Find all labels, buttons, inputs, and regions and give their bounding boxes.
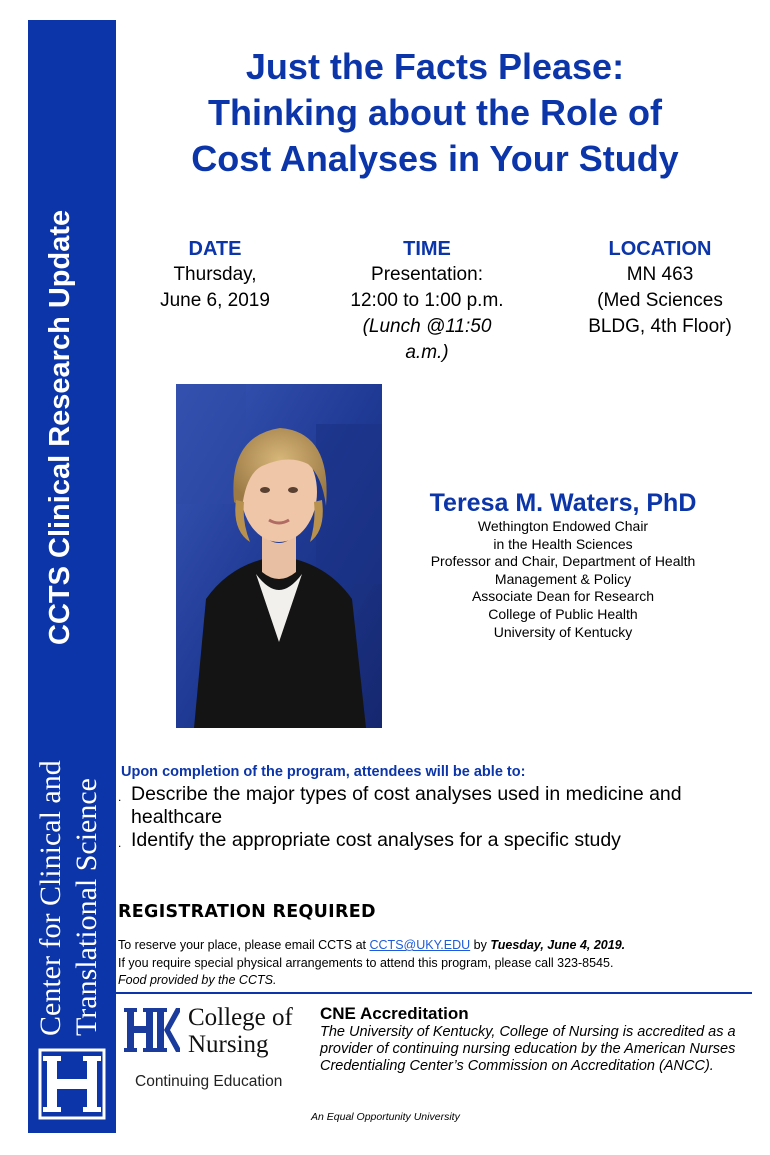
accessibility-note: If you require special physical arrangements to attend this program, please call 323-8545. [118,955,614,970]
date-line: Thursday, [173,264,257,285]
speaker-role: Management & Policy [494,570,632,587]
list-item [118,829,748,852]
location-heading: LOCATION [608,238,712,260]
time-block [318,236,536,366]
nursing-subtitle: Continuing Education [135,1073,283,1090]
divider [116,992,752,994]
speaker-role: Professor and Chair, Department of Health [430,553,696,570]
location-line: MN 463 [626,264,694,285]
sidebar-org-line2: Translational Science [70,777,103,1036]
nursing-logo [124,1004,314,1096]
date-heading: DATE [188,238,242,260]
speaker-name: Teresa M. Waters, PhD [429,489,697,517]
objective-text: Describe the major types of cost analyses used in medicine and healthcare [131,783,682,828]
nursing-name: College of Nursing [188,1004,293,1058]
location-block [562,236,758,340]
speaker-photo [176,384,382,728]
location-line: BLDG, 4th Floor) [588,316,732,337]
speaker-role: Wethington Endowed Chair [477,518,649,534]
objective-text: Identify the appropriate cost analyses for a specific study [131,829,621,851]
objectives-list [118,783,748,852]
food-note: Food provided by the CCTS. [118,973,277,987]
registration-heading: REGISTRATION REQUIRED [118,902,376,922]
registration-text: To reserve your place, please email CCTS at [118,938,370,952]
list-item [118,783,748,829]
bullet-icon: . [118,836,122,850]
cne-body: The University of Kentucky, College of Nursing is accredited as a provider of continuing nursing education by the American Nurses Credentialing Center’s Commission on Accreditation (ANCC). [320,1024,736,1074]
date-line: June 6, 2019 [160,290,270,311]
sidebar-org-line1: Center for Clinical and [34,760,67,1036]
sidebar-title: CCTS Clinical Research Update [44,209,76,645]
speaker-role: Associate Dean for Research [471,588,655,605]
registration-deadline: Tuesday, June 4, 2019. [490,938,626,952]
event-title: Just the Facts Please: Thinking about the Role of Cost Analyses in Your Study [191,46,679,179]
location-line: (Med Sciences [597,290,723,311]
cne-heading: CNE Accreditation [320,1004,469,1023]
registration-details [118,937,625,990]
speaker-role: in the Health Sciences [493,535,633,552]
cne-accreditation [320,1004,750,1075]
speaker-info [398,488,728,641]
date-block [130,236,300,314]
lunch-note: (Lunch @11:50 [362,316,492,337]
equal-opportunity-note: An Equal Opportunity University [311,1111,460,1123]
time-heading: TIME [403,238,451,260]
speaker-role: University of Kentucky [493,623,633,640]
email-link[interactable]: CCTS@UKY.EDU [369,938,471,952]
bullet-icon: . [118,790,122,804]
uk-logo-icon [38,1048,106,1120]
objectives-lead: Upon completion of the program, attendees will be able to: [121,764,526,780]
registration-line [118,937,625,955]
uk-logo-icon [124,1006,180,1058]
registration-text: by [470,938,491,952]
lunch-note: a.m.) [405,342,449,363]
speaker-role: College of Public Health [488,605,638,622]
time-line: Presentation: [371,264,483,285]
time-line: 12:00 to 1:00 p.m. [350,290,504,311]
